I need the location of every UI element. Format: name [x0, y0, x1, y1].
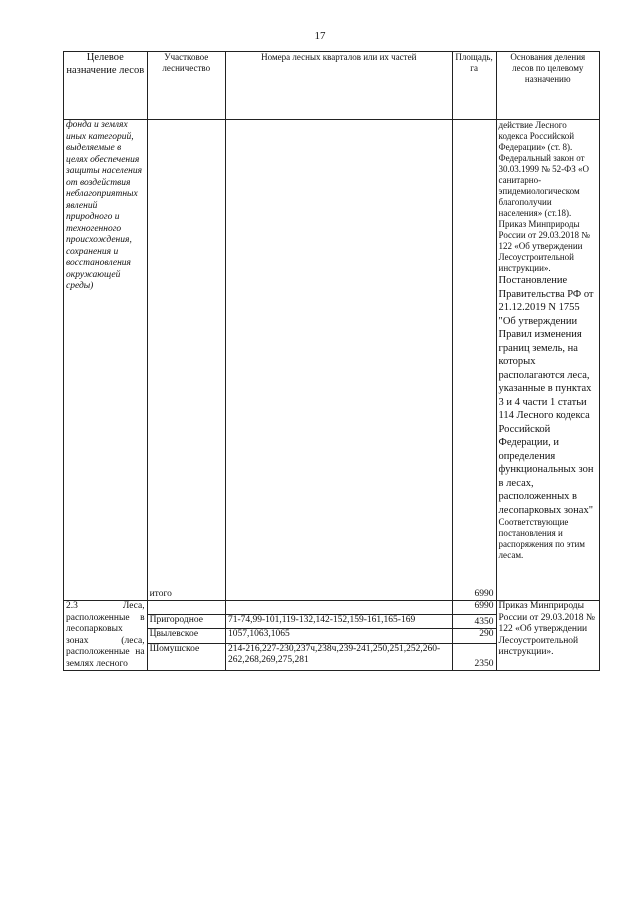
- table-header-row: [64, 52, 600, 120]
- row2-forestry-1: Цвылевское: [147, 629, 225, 643]
- row1-basis: [496, 120, 599, 601]
- header-basis: Основания деления лесов по целевому назначению: [496, 52, 599, 120]
- page-number: 17: [314, 30, 326, 42]
- row2-forestry-total: [147, 601, 225, 615]
- table-row: [64, 120, 600, 601]
- basis-part-2: Федеральный закон от 30.03.1999 № 52-ФЗ «О санитарно-эпидемиологическом благополучии населения» (ст.18).: [498, 153, 589, 218]
- row2-area-0: 4350: [452, 615, 496, 629]
- row2-forestry-0: Пригородное: [147, 615, 225, 629]
- row1-quarters: [225, 120, 452, 601]
- row2-quarters-1: 1057,1063,1065: [225, 629, 452, 643]
- row2-quarters-total: [225, 601, 452, 615]
- row2-quarters-0: 71-74,99-101,119-132,142-152,159-161,165-169: [225, 615, 452, 629]
- forest-purpose-table: [63, 51, 600, 671]
- row2-basis: Приказ Минприроды России от 29.03.2018 № 122 «Об утверждении Лесоустроительной инструкции».: [496, 601, 599, 671]
- basis-part-5: Соответствующие постановления и распоряжения по этим лесам.: [498, 517, 585, 560]
- header-forestry: Участковое лесничество: [147, 52, 225, 120]
- basis-part-3: Приказ Минприроды России от 29.03.2018 № 122 «Об утверждении Лесоустроительной инструкции».: [498, 219, 590, 273]
- basis-part-1: действие Лесного кодекса Российской Федерации» (ст. 8).: [498, 120, 575, 152]
- row1-forestry: итого: [147, 120, 225, 601]
- row1-area: 6990: [452, 120, 496, 601]
- header-quarters: Номера лесных кварталов или их частей: [225, 52, 452, 120]
- row2-area-1: 290: [452, 629, 496, 643]
- row1-purpose: фонда и землях иных категорий, выделяемые в целях обеспечения защиты населения от воздействия неблагоприятных явлений природного и техногенного происхождения, сохранения и восстановления окружающей среды): [64, 120, 148, 601]
- row2-total-area: 6990: [452, 601, 496, 615]
- row2-quarters-2: 214-216,227-230,237ч,238ч,239-241,250,251,252,260-262,268,269,275,281: [225, 643, 452, 670]
- row2-forestry-2: Шомушское: [147, 643, 225, 670]
- row2-purpose: 2.3 Леса, расположенные в лесопарковых зонах (леса, расположенные на землях лесного: [64, 601, 148, 671]
- table-row: [64, 601, 600, 615]
- basis-part-4: Постановление Правительства РФ от 21.12.2019 N 1755 "Об утверждении Правил изменения границ земель, на которых располагаются леса, указанные в пунктах 3 и 4 части 1 статьи 114 Лесного кодекса Российской Федерации, и определения функциональных зон в лесах, расположенных в лесопарковых зонах": [498, 275, 594, 516]
- header-area: Площадь, га: [452, 52, 496, 120]
- row2-area-2: 2350: [452, 643, 496, 670]
- header-purpose: Целевое назначение лесов: [64, 52, 148, 120]
